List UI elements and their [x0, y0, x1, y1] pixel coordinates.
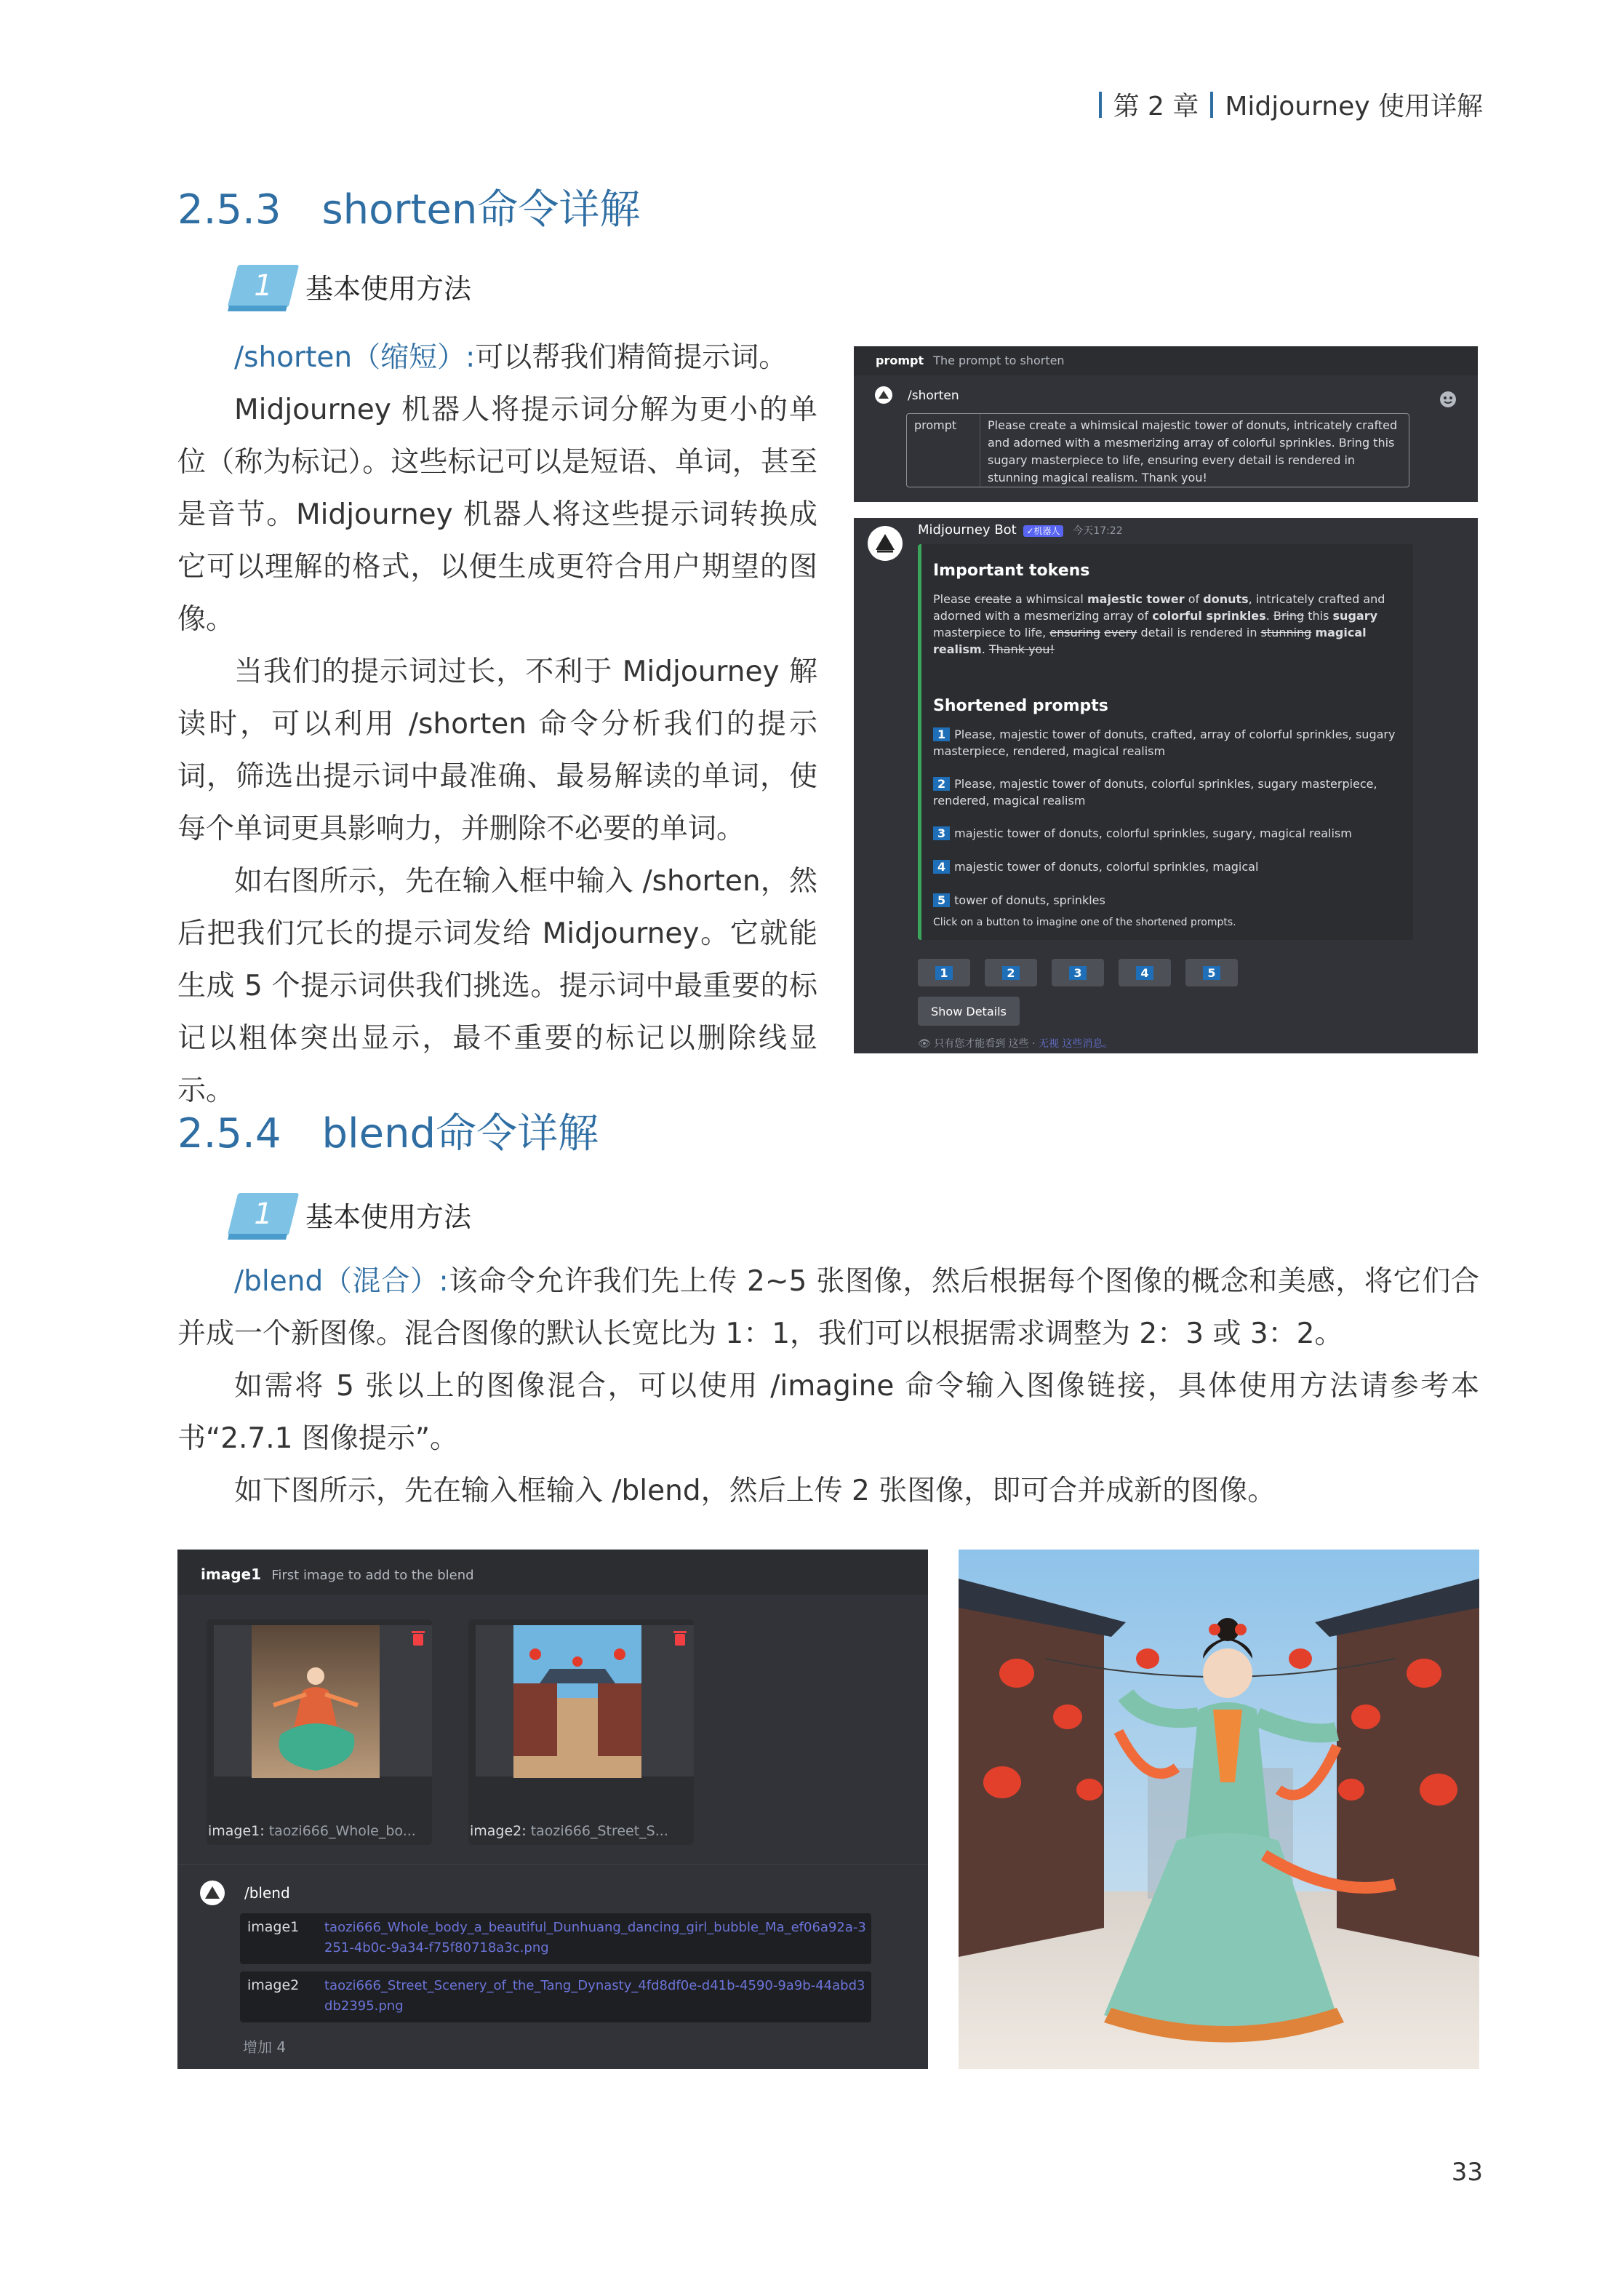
- prompt-field-label: prompt: [907, 414, 980, 487]
- delete-icon[interactable]: [410, 1630, 426, 1647]
- prompt-hint-row: prompt The prompt to shorten: [876, 354, 1065, 367]
- section-title-blend: 2.5.4 blend命令详解: [177, 1110, 599, 1157]
- upload-tile-1[interactable]: [207, 1619, 432, 1845]
- shortened-prompt-4: 4 majestic tower of donuts, colorful sprinkles, magical: [933, 858, 1399, 875]
- blend-field-header: [177, 1550, 928, 1595]
- blend-command: /blend: [244, 1884, 290, 1902]
- shortened-prompt-5: 5 tower of donuts, sprinkles: [933, 892, 1399, 909]
- bot-badge: ✓机器人: [1023, 525, 1063, 537]
- page-number: 33: [1451, 2158, 1483, 2187]
- field-hint: First image to add to the blend: [271, 1568, 474, 1583]
- paragraph: 如右图所示，先在输入框中输入 /shorten，然后把我们冗长的提示词发给 Midjourney。它就能生成 5 个提示词供我们挑选。提示词中最重要的标记以粗体突出显示，最不重要的标记以删除线显示。: [177, 865, 817, 1107]
- command-name: /shorten: [908, 388, 959, 403]
- shorten-result-screenshot: [854, 518, 1478, 1053]
- prompt-field[interactable]: [906, 413, 1409, 487]
- subsection-number-badge: 1: [233, 265, 294, 307]
- subsection-heading: [233, 1193, 471, 1235]
- subsection-title: 基本使用方法: [305, 1200, 472, 1233]
- shortened-prompt-3: 3 majestic tower of donuts, colorful sprinkles, sugary, magical realism: [933, 825, 1399, 842]
- dancer-thumbnail: [252, 1625, 380, 1778]
- bot-avatar-icon: [199, 1880, 225, 1906]
- upload-tile-2[interactable]: [468, 1619, 694, 1845]
- header-bar-right: [1210, 92, 1213, 118]
- show-details-button[interactable]: Show Details: [918, 997, 1020, 1026]
- paragraph: 当我们的提示词过长，不利于 Midjourney 解读时，可以利用 /shorten 命令分析我们的提示词，筛选出提示词中最准确、最易解读的单词，使每个单词更具影响力，并删除不必要的单词。: [177, 655, 817, 845]
- bot-avatar-icon: [874, 386, 893, 404]
- paragraph: Midjourney 机器人将提示词分解为更小的单位（称为标记）。这些标记可以是短语、单词，甚至是音节。Midjourney 机器人将这些提示词转换成它可以理解的格式，以便生成更符合用户期望的图像。: [177, 394, 817, 636]
- prompt-field-value: Please create a whimsical majestic tower of donuts, intricately crafted and adorned with a mesmerizing array of colorful sprinkles. Bring this sugary masterpiece to life, ensuring every detail is rendered in stunning magical realism. Thank you!: [988, 418, 1398, 484]
- emoji-icon[interactable]: [1439, 390, 1457, 409]
- subsection-title: 基本使用方法: [305, 272, 472, 305]
- bot-name: Midjourney Bot: [918, 522, 1017, 538]
- blend-body: [177, 1256, 1479, 1518]
- image1-caption: image1: taozi666_Whole_bo...: [208, 1823, 416, 1839]
- section-title-shorten: 2.5.3 shorten命令详解: [177, 186, 641, 234]
- important-tokens-text: Please create a whimsical majestic tower of donuts, intricately crafted and adorned with a mesmerizing array of colorful sprinkles. Bring this sugary masterpiece to life, ensuring every detail is rendered in stunning magical realism. Thank you!: [933, 592, 1385, 656]
- image2-caption: image2: taozi666_Street_S...: [470, 1823, 668, 1839]
- paragraph: 如下图所示，先在输入框输入 /blend，然后上传 2 张图像，即可合并成新的图像。: [234, 1475, 1276, 1507]
- street-thumbnail: [513, 1625, 641, 1778]
- blend-screenshot: [177, 1550, 928, 2069]
- prompt-button-3[interactable]: 3: [1052, 959, 1104, 986]
- delete-icon[interactable]: [672, 1630, 688, 1647]
- prompt-button-2[interactable]: 2: [985, 959, 1037, 986]
- prompt-button-1[interactable]: 1: [918, 959, 970, 986]
- shortened-prompt-2: 2 Please, majestic tower of donuts, colorful sprinkles, sugary masterpiece, rendered, magical realism: [933, 777, 1377, 807]
- paragraph: 如需将 5 张以上的图像混合，可以使用 /imagine 命令输入图像链接，具体使用方法请参考本书“2.7.1 图像提示”。: [177, 1370, 1479, 1455]
- subsection-number-badge: 1: [233, 1193, 294, 1235]
- add-more-options[interactable]: 增加 4: [243, 2038, 287, 2056]
- option-image1-value: taozi666_Whole_body_a_beautiful_Dunhuang_dancing_girl_bubble_Ma_ef06a92a-3251-4b0c-9a34-f75f80718a3c.png: [324, 1920, 866, 1955]
- header-bar-left: [1099, 92, 1102, 118]
- chat-input-area[interactable]: [854, 375, 1478, 502]
- message-time: 今天17:22: [1073, 525, 1123, 537]
- running-header: [1099, 86, 1483, 123]
- chapter-number: 第 2 章: [1113, 92, 1199, 121]
- embed-card: [918, 544, 1413, 940]
- option-image2[interactable]: image2 taozi666_Street_Scenery_of_the_Tang_Dynasty_4fd8df0e-d41b-4590-9a9b-44abd3db2395.png: [240, 1971, 871, 2022]
- click-hint: Click on a button to imagine one of the shortened prompts.: [933, 917, 1236, 928]
- shortened-prompts-title: Shortened prompts: [933, 697, 1108, 715]
- dismiss-link[interactable]: 无视 这些消息。: [1039, 1038, 1113, 1050]
- message-header: [918, 522, 1123, 538]
- shorten-input-screenshot: [854, 346, 1478, 502]
- option-image2-value: taozi666_Street_Scenery_of_the_Tang_Dynasty_4fd8df0e-d41b-4590-9a9b-44abd3db2395.png: [324, 1978, 865, 2014]
- blend-definition: /blend（混合）:该命令允许我们先上传 2~5 张图像，然后根据每个图像的概念和美感，将它们合并成一个新图像。混合图像的默认长宽比为 1：1，我们可以根据需求调整为 2：3 或 3：2。: [177, 1265, 1479, 1350]
- prompt-button-5[interactable]: 5: [1185, 959, 1238, 986]
- field-name: image1: [201, 1566, 261, 1583]
- eye-icon: 👁: [918, 1038, 931, 1050]
- shorten-definition: /shorten（缩短）:可以帮我们精简提示词。: [234, 341, 788, 374]
- chapter-title: Midjourney 使用详解: [1225, 92, 1483, 121]
- bot-avatar-icon: [867, 525, 903, 562]
- blended-result-image: [959, 1550, 1479, 2069]
- subsection-heading: [233, 265, 471, 307]
- shorten-body: [177, 332, 817, 1117]
- ephemeral-footer: 👁 只有您才能看到 这些 · 无视 这些消息。: [918, 1038, 1113, 1050]
- shortened-prompt-1: 1 Please, majestic tower of donuts, crafted, array of colorful sprinkles, sugary masterpiece, rendered, magical realism: [933, 727, 1396, 758]
- important-tokens-title: Important tokens: [933, 562, 1090, 580]
- option-image1[interactable]: image1 taozi666_Whole_body_a_beautiful_Dunhuang_dancing_girl_bubble_Ma_ef06a92a-3251-4b0c-9a34-f75f80718a3c.png: [240, 1913, 871, 1964]
- prompt-button-4[interactable]: 4: [1119, 959, 1171, 986]
